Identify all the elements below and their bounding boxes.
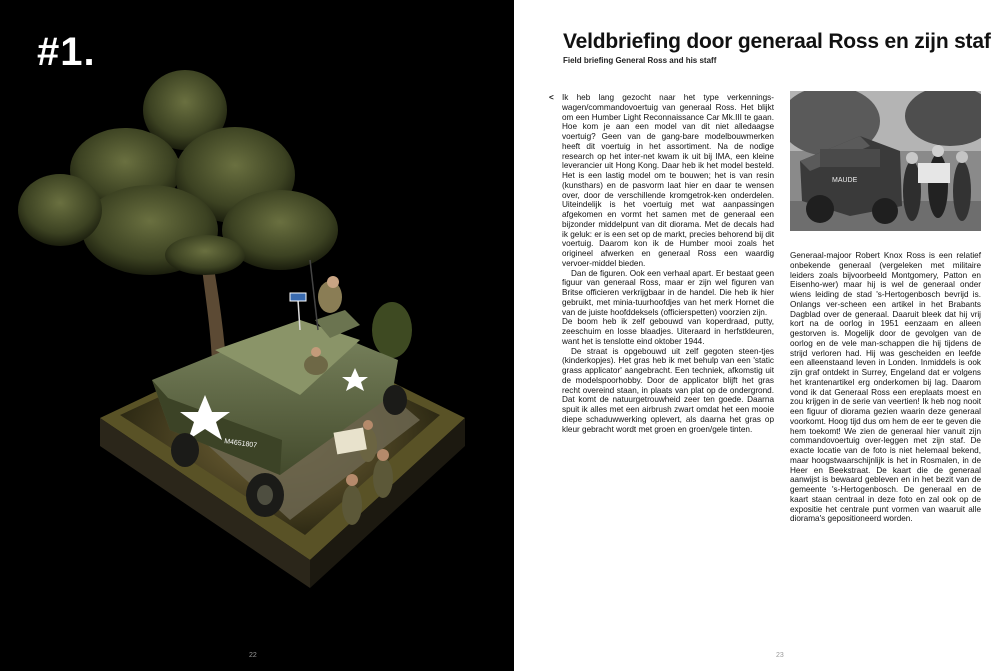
page-number-right: 23 (776, 652, 784, 659)
bush (372, 302, 412, 358)
paragraph: De straat is opgebouwd uit zelf gegoten steen-tjes (kinderkopjes). Het gras heb ik met behulp van een 'static grass applicator' aangebracht. Een techniek, afkomstig uit de modelspoorhobby. Door de applicator blijft het gras recht overeind staan, in plaats van plat op de ondergrond. Dat komt de natuurgetrouwheid zeer ten goede. Daarna spuit ik alles met een airbrush zwart omdat het een mooie diepe schaduwwerking oplevert, als daarna het gras op kleur gebracht wordt met groen en groen/gele tinten. (562, 346, 774, 434)
page-number-left: 22 (249, 652, 257, 659)
vehicle-marking: M4651807 (223, 438, 258, 450)
historical-photo (790, 91, 981, 231)
tree-foliage (18, 70, 338, 275)
article-column-2 (790, 251, 981, 524)
article-title: Veldbriefing door generaal Ross en zijn staf (563, 30, 991, 53)
photo-vehicle-marking: MAUDE (832, 177, 858, 184)
diorama-number: #1. (37, 30, 96, 74)
paragraph: Generaal-majoor Robert Knox Ross is een relatief onbekende generaal (vergeleken met militaire leiders zoals bijvoorbeeld Montgomery, Patton en Eisenho-wer) maar hij is wel de generaal onder wiens leiding de stad 's-Hertogenbosch bevrijd is. Onlangs ver-scheen een artikel in het Brabants Dagblad over de generaal. Daaruit bleek dat hij vrij kort na de oorlog in 1951 eenzaam en alleen gestorven is. Mogelijk door de gevolgen van de oorlog en de vele man-schappen die hij tijdens de strijd verloren had. Hij was gescheiden en leefde een alleenstaand leven in Londen. Inmiddels is ook zijn graf ontdekt in Surrey, Engeland dat er volgens het krantenartikel erg onderkomen bij lag. Daarom vond ik dat Generaal Ross een ereplaats moest en zou krijgen in de serie van veertien! Ik heb nog nooit een figuur of diorama gezien waarin deze generaal voorkomt. Hoog tijd dus om hem de eer te geven die hem toekomt! We zien de generaal hier vanuit zijn commandovoertuig over-leggen met zijn staf. De exacte locatie van de foto is niet helemaal bekend, maar hoogstwaarschijnlijk is het in Rosmalen, in de Heer en Beekstraat. De kaart die de generaal aanwijst is bewaard gebleven en in het bezit van de gemeente 's-Hertogenbosch. De generaal en de kaart staan centraal in deze foto en zal ook op de expositie het centrale punt vormen van waaruit alle diorama's gepositioneerd worden. (790, 251, 981, 524)
paragraph: Ik heb lang gezocht naar het type verkennings-wagen/commandovoertuig van generaal Ross. Het blijkt om een Humber Light Reconnaissance Car Mk.III te gaan. Hoe kom je aan een model van dit niet alledaagse voertuig? Geen van de gang-bare modelbouwmerken heeft dit voertuig in het assortiment. Na de nodige research op het inter-net kwam ik uit bij IMA, een kleine leverancier uit Hong Kong. Daar heb ik het model besteld. Het is een lastig model om te bouwen; het is van resin (kunsthars) en de pasvorm laat hier en daar te wensen over, door de verschillende kromgetrok-ken onderdelen. Uiteindelijk is het voertuig met wat aanpassingen afgekomen en vormt het samen met de generaal een bijzonder middelpunt van dit diorama. Met de decals had ik geluk: er is een set op de markt, precies behorend bij dit voertuig. Daarom kon ik de Humber mooi zoals het origineel afwerken en generaal Ross een waardig vervoer-middel bieden. (562, 93, 774, 268)
paragraph: Dan de figuren. Ook een verhaal apart. Er bestaat geen figuur van generaal Ross, maar er zijn wel figuren van Britse officieren verkrijgbaar in de handel. Die heb ik hier gebruikt, met minia-tuurhoofdjes van het merk Hornet die van de juiste hoofddeksels (officierspetten) voorzien zijn. (562, 268, 774, 317)
article-column-1 (549, 93, 774, 434)
article-subtitle: Field briefing General Ross and his staff (563, 56, 717, 65)
paragraph: De boom heb ik zelf gebouwd van koperdraad, putty, zeeschuim en losse blaadjes. Uiteraard in herfstkleuren, want het is tenslotte eind oktober 1944. (562, 317, 774, 346)
column-marker: < (549, 93, 554, 102)
